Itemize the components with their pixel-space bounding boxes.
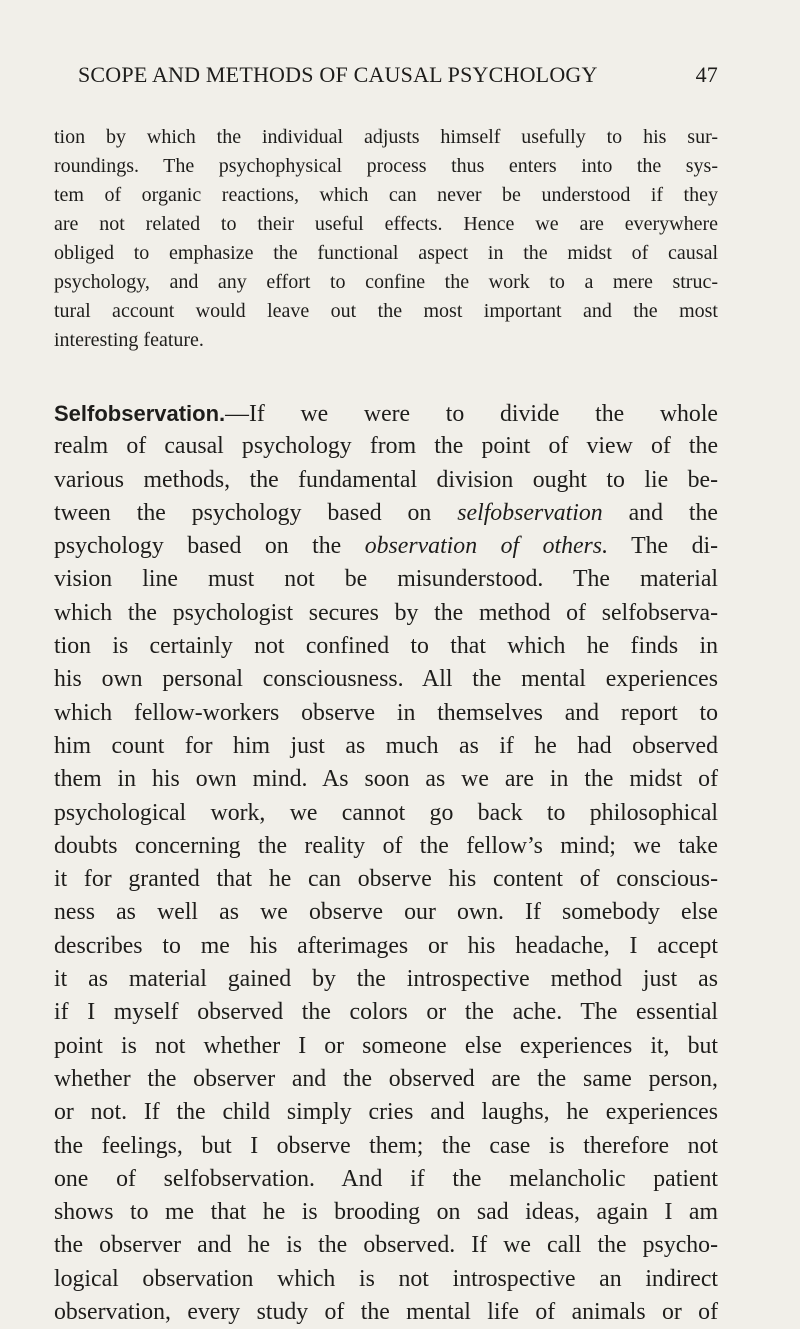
- paragraph-selfobservation: [54, 397, 718, 1329]
- text-line: logical observation which is not introspective an indirect: [54, 1265, 718, 1292]
- text-line: whether the observer and the observed are the same person,: [54, 1065, 718, 1092]
- text-run: psychology based on the: [54, 533, 365, 560]
- text-line: the observer and he is the observed. If we call the psycho-: [54, 1232, 718, 1259]
- text-line: roundings. The psychophysical process thus enters into the sys-: [54, 155, 718, 177]
- text-line: tural account would leave out the most important and the most: [54, 300, 718, 322]
- text-line: shows to me that he is brooding on sad ideas, again I am: [54, 1199, 718, 1226]
- text-run: and the: [602, 499, 718, 526]
- text-line: it as material gained by the introspective method just as: [54, 966, 718, 993]
- text-line: them in his own mind. As soon as we are in the midst of: [54, 766, 718, 793]
- text-line: tem of organic reactions, which can never be understood if they: [54, 184, 718, 206]
- running-head: [78, 62, 718, 96]
- emphasis-observation-of-others: observation of others.: [364, 533, 609, 560]
- text-run: —If we were to divide the whole: [225, 401, 718, 427]
- text-line: psychology, and any effort to confine the work to a mere struc-: [54, 271, 718, 293]
- text-line: doubts concerning the reality of the fellow’s mind; we take: [54, 832, 718, 859]
- text-line: the feelings, but I observe them; the case is therefore not: [54, 1132, 718, 1159]
- text-line: point is not whether I or someone else experiences it, but: [54, 1032, 718, 1059]
- text-line: his own personal consciousness. All the mental experiences: [54, 666, 718, 693]
- text-line: [54, 397, 718, 430]
- text-line: [54, 530, 718, 563]
- emphasis-selfobservation: selfobservation: [457, 499, 603, 526]
- text-run: tween the psychology based on: [54, 499, 458, 526]
- text-line: describes to me his afterimages or his headache, I accept: [54, 932, 718, 959]
- text-line: [54, 497, 718, 530]
- text-line: one of selfobservation. And if the melancholic patient: [54, 1165, 718, 1192]
- paragraph-functional-aspect: [54, 123, 718, 355]
- text-line: realm of causal psychology from the point of view of the: [54, 433, 718, 460]
- text-line: interesting feature.: [54, 329, 204, 351]
- text-line: ness as well as we observe our own. If somebody else: [54, 899, 718, 926]
- text-line: are not related to their useful effects. Hence we are everywhere: [54, 213, 718, 235]
- section-heading: Selfobservation.: [54, 401, 226, 426]
- text-line: observation, every study of the mental life of animals or of: [54, 1299, 718, 1326]
- text-line: psychological work, we cannot go back to philosophical: [54, 799, 718, 826]
- text-line: or not. If the child simply cries and laughs, he experiences: [54, 1099, 718, 1126]
- text-line: tion is certainly not confined to that which he finds in: [54, 633, 718, 660]
- text-line: which the psychologist secures by the method of selfobserva-: [54, 599, 718, 626]
- text-line: obliged to emphasize the functional aspect in the midst of causal: [54, 242, 718, 264]
- text-run: The di-: [608, 533, 719, 560]
- text-line: if I myself observed the colors or the ache. The essential: [54, 999, 718, 1026]
- text-line: tion by which the individual adjusts himself usefully to his sur-: [54, 126, 718, 148]
- text-line: which fellow-workers observe in themselves and report to: [54, 699, 718, 726]
- page-number: 47: [695, 62, 718, 87]
- text-line: various methods, the fundamental division ought to lie be-: [54, 466, 718, 493]
- running-head-title: SCOPE AND METHODS OF CAUSAL PSYCHOLOGY: [78, 62, 598, 87]
- text-line: it for granted that he can observe his content of conscious-: [54, 866, 718, 893]
- text-line: him count for him just as much as if he had observed: [54, 732, 718, 759]
- text-line: vision line must not be misunderstood. The material: [54, 566, 718, 593]
